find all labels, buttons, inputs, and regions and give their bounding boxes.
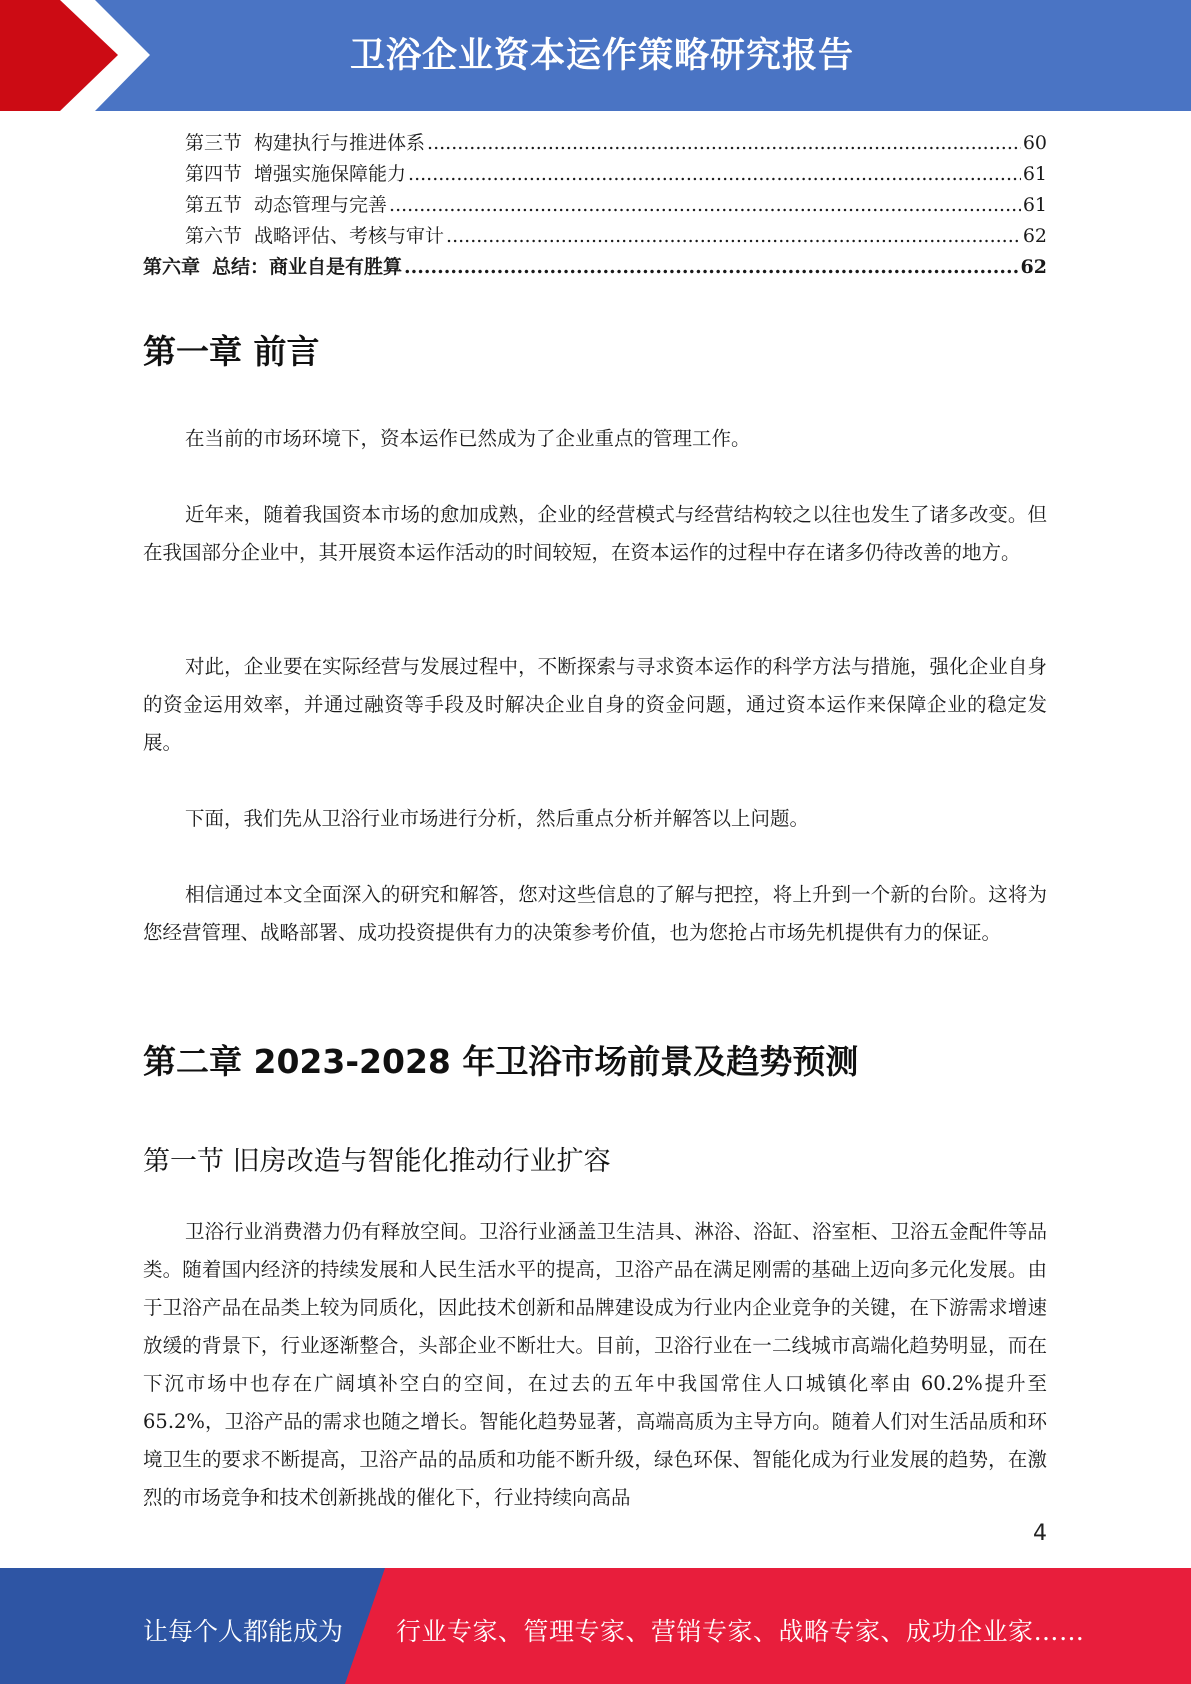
toc-leader-dots — [408, 159, 1021, 190]
report-title: 卫浴企业资本运作策略研究报告 — [350, 36, 855, 76]
toc-entry-number: 第四节 — [185, 163, 243, 185]
toc-entry-number: 第六章 — [143, 256, 201, 278]
footer-slogan-left: 让每个人都能成为 — [143, 1617, 344, 1646]
chapter-heading: 第一章 前言 — [143, 332, 320, 371]
toc-leader-dots — [404, 252, 1019, 283]
toc-leader-dots — [389, 190, 1021, 221]
toc-entry-page: 60 — [1022, 132, 1047, 154]
toc-chapter-entry[interactable] — [143, 252, 1047, 283]
toc-entry-title: 总结：商业自是有胜算 — [212, 256, 403, 278]
paragraph: 卫浴行业消费潜力仍有释放空间。卫浴行业涵盖卫生洁具、淋浴、浴缸、浴室柜、卫浴五金配件等品类。随着国内经济的持续发展和人民生活水平的提高，卫浴产品在满足刚需的基础上迈向多元化发展。由于卫浴产品在品类上较为同质化，因此技术创新和品牌建设成为行业内企业竞争的关键，在下游需求增速放缓的背景下，行业逐渐整合，头部企业不断壮大。目前，卫浴行业在一二线城市高端化趋势明显，而在下沉市场中也存在广阔填补空白的空间，在过去的五年中我国常住人口城镇化率由 60.2%提升至 65.2%，卫浴产品的需求也随之增长。智能化趋势显著，高端高质为主导方向。随着人们对生活品质和环境卫生的要求不断提高，卫浴产品的品质和功能不断升级，绿色环保、智能化成为行业发展的趋势，在激烈的市场竞争和技术创新挑战的催化下，行业持续向高品 — [143, 1220, 1047, 1509]
toc-entry[interactable] — [143, 190, 1047, 221]
toc-leader-dots — [427, 128, 1021, 159]
page-number: 4 — [1033, 1521, 1047, 1546]
toc-entry-page: 62 — [1022, 225, 1047, 247]
chapter-heading: 第二章 2023-2028 年卫浴市场前景及趋势预测 — [143, 1042, 859, 1081]
paragraph: 相信通过本文全面深入的研究和解答，您对这些信息的了解与把控，将上升到一个新的台阶。这将为您经营管理、战略部署、成功投资提供有力的决策参考价值，也为您抢占市场先机提供有力的保证。 — [143, 883, 1047, 944]
toc-entry-title: 增强实施保障能力 — [254, 163, 407, 185]
footer-slogan-right: 行业专家、管理专家、营销专家、战略专家、成功企业家…… — [396, 1617, 1085, 1646]
table-of-contents — [143, 128, 1047, 283]
toc-entry-number: 第三节 — [185, 132, 243, 154]
toc-entry[interactable] — [143, 159, 1047, 190]
toc-entry[interactable] — [143, 128, 1047, 159]
section-heading: 第一节 旧房改造与智能化推动行业扩容 — [143, 1146, 611, 1177]
paragraph: 对此，企业要在实际经营与发展过程中，不断探索与寻求资本运作的科学方法与措施，强化企业自身的资金运用效率，并通过融资等手段及时解决企业自身的资金问题，通过资本运作来保障企业的稳定发展。 — [143, 655, 1047, 754]
toc-entry-page: 61 — [1022, 194, 1047, 216]
toc-entry-number: 第六节 — [185, 225, 243, 247]
paragraph: 在当前的市场环境下，资本运作已然成为了企业重点的管理工作。 — [185, 427, 751, 450]
toc-entry-title: 战略评估、考核与审计 — [254, 225, 445, 247]
page-footer — [0, 1568, 1191, 1684]
paragraph: 下面，我们先从卫浴行业市场进行分析，然后重点分析并解答以上问题。 — [185, 807, 810, 830]
toc-entry-page: 62 — [1020, 256, 1047, 278]
toc-leader-dots — [446, 221, 1021, 252]
page-header — [0, 0, 1191, 111]
toc-entry[interactable] — [143, 221, 1047, 252]
toc-entry-title: 构建执行与推进体系 — [254, 132, 426, 154]
toc-entry-title: 动态管理与完善 — [254, 194, 388, 216]
paragraph: 近年来，随着我国资本市场的愈加成熟，企业的经营模式与经营结构较之以往也发生了诸多改变。但在我国部分企业中，其开展资本运作活动的时间较短，在资本运作的过程中存在诸多仍待改善的地方。 — [143, 503, 1047, 564]
toc-entry-number: 第五节 — [185, 194, 243, 216]
toc-entry-page: 61 — [1022, 163, 1047, 185]
